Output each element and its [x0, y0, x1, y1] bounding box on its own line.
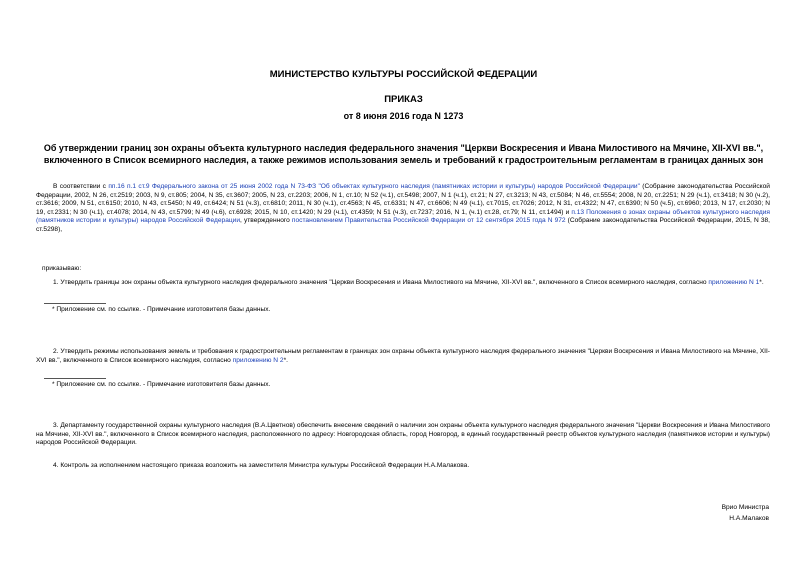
item-2-tail: *.	[283, 356, 288, 364]
preamble-paragraph	[36, 183, 770, 234]
preamble-text-4: (Собрание законодательства Российской Федерации, 2015, N 38, ст.5298),	[36, 217, 770, 233]
government-decree-link[interactable]: постановлением Правительства Российской Федерации от 12 сентября 2015 года N 972	[291, 217, 566, 224]
item-1	[36, 279, 770, 288]
order-lead: приказываю:	[42, 265, 82, 272]
item-2-text: 2. Утвердить режимы использования земель и требования к градостроительным регламентам в границах зон охраны объекта культурного наследия федерального значения "Церкви Воскресения и Ивана Милостивого на Мячине, XII-XVI вв.", включенного в Список всемирного наследия, согласно	[36, 348, 770, 364]
footnote-divider-2	[44, 378, 106, 379]
footnote-1: * Приложение см. по ссылке. - Примечание изготовителя базы данных.	[52, 306, 271, 313]
order-heading: ПРИКАЗ	[384, 94, 423, 105]
item-1-tail: *.	[759, 279, 764, 286]
federal-law-link[interactable]: пп.16 п.1 ст.9 Федерального закона от 25 июня 2002 года N 73-ФЗ "Об объектах культурного наследия (памятниках истории и культуры) народов Российской Федерации"	[108, 183, 640, 190]
item-3: 3. Департаменту государственной охраны культурного наследия (В.А.Цветнов) обеспечить внесение сведений о наличии зон охраны объекта культурного наследия федерального значения "Церкви Воскресения и Ивана Милостивого на Мячине, XII-XVI вв.", включенного в Список всемирного наследия, расположенного по адресу: Новгородская область, город Новгород, в единый государственный реестр объектов культурного наследия (памятников истории и культуры) народов Российской Федерации.	[36, 422, 770, 446]
preamble-text-1: В соответствии с	[53, 183, 109, 190]
regulation-link[interactable]: п.13 Положения о зонах охраны объектов культурного наследия (памятников истории и культуры) народов Российской Федерации	[36, 208, 770, 224]
order-date-number: от 8 июня 2016 года N 1273	[343, 111, 464, 121]
preamble-text-2: (Собрание законодательства Российской Федерации, 2002, N 26, ст.2519; 2003, N 9, ст.805; 2004, N 35, ст.3607; 2005, N 23, ст.2203; 2006, N 1, ст.10; N 52 (ч.1), ст.5498; 2007, N 1 (ч.1), ст.21; N 27, ст.3213; N 43, ст.5084; N 46, ст.5554; 2008, N 20, ст.2251; N 29 (ч.1), ст.3418; N 30 (ч.2), ст.3616; 2009, N 51, ст.6150; 2010, N 43, ст.5450; N 49, ст.6424; N 51 (ч.3), ст.6810; 2011, N 30 (ч.1), ст.4563; N 45, ст.6331; N 47, ст.6606; N 49 (ч.1), ст.7015, ст.7026; 2012, N 31, ст.4322; N 47, ст.6390; N 50 (ч.5), ст.6960; 2013, N 17, ст.2030; N 19, ст.2331; N 30 (ч.1), ст.4078; 2014, N 43, ст.5799; N 49 (ч.6), ст.6928; 2015, N 10, ст.1420; N 29 (ч.1), ст.4359; N 51 (ч.3), ст.7237; 2016, N 1, (ч.1) ст.28, ст.79; N 11, ст.1494) и	[36, 183, 770, 216]
signature-position: Врио Министра	[721, 504, 769, 511]
footnote-divider-1	[44, 303, 106, 304]
order-title: Об утверждении границ зон охраны объекта культурного наследия федерального значения "Церкви Воскресения и Ивана Милостивого на Мячине, XII-XVI вв.", включенного в Список всемирного наследия, а также режимов использования земель и требований к градостроительным регламентам в границах данных зон	[43, 143, 764, 165]
footnote-2: * Приложение см. по ссылке. - Примечание изготовителя базы данных.	[52, 381, 271, 388]
ministry-heading: МИНИСТЕРСТВО КУЛЬТУРЫ РОССИЙСКОЙ ФЕДЕРАЦИИ	[269, 69, 538, 80]
signature-name: Н.А.Малаков	[729, 515, 769, 522]
appendix-2-link[interactable]: приложению N 2	[232, 356, 284, 364]
item-1-text: 1. Утвердить границы зон охраны объекта культурного наследия федерального значения "Церкви Воскресения и Ивана Милостивого на Мячине, XII-XVI вв.", включенного в Список всемирного наследия, согласно	[53, 279, 709, 286]
item-4: 4. Контроль за исполнением настоящего приказа возложить на заместителя Министра культуры Российской Федерации Н.А.Малакова.	[53, 462, 470, 469]
appendix-1-link[interactable]: приложению N 1	[708, 279, 760, 286]
item-2	[36, 348, 770, 365]
preamble-text-3: , утвержденного	[240, 217, 292, 224]
